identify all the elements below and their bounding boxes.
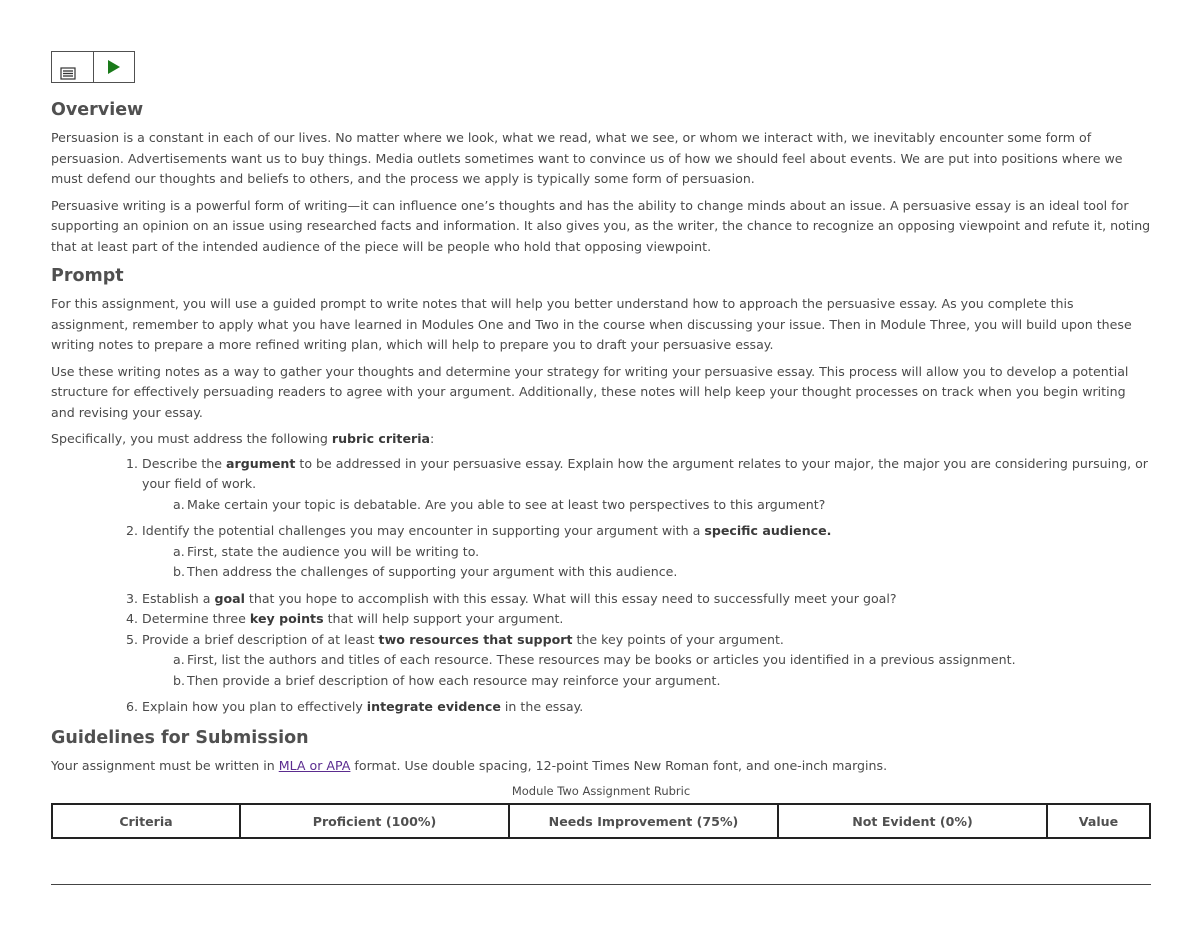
sub-letter: a. bbox=[173, 543, 185, 559]
overview-heading: Overview bbox=[51, 100, 144, 120]
menu-list-icon bbox=[57, 53, 87, 81]
item-keyword: specific audience. bbox=[704, 523, 832, 538]
prompt-heading: Prompt bbox=[51, 266, 124, 286]
sub-letter: b. bbox=[173, 672, 185, 688]
sub-letter: b. bbox=[173, 564, 185, 579]
sub-letter: a. bbox=[173, 496, 185, 512]
prompt-paragraph-2: Use these writing notes as a way to gather your thoughts and determine your strategy for writing your persuasive essay. This process will allow you to develop a potential structure for effectively persuading readers to agree with your argument. Additionally, these notes will help keep your thought processes on track when you begin writing and revising your essay. bbox=[51, 363, 1129, 420]
sub-list bbox=[142, 650, 1151, 691]
header-not-evident: Not Evident (0%) bbox=[778, 804, 1047, 838]
item-text-after: that will help support your argument. bbox=[323, 611, 564, 626]
sub-text: Then address the challenges of supporting your argument with this audience. bbox=[187, 564, 678, 579]
guidelines-text: Your assignment must be written in bbox=[51, 757, 279, 773]
item-text: Determine three bbox=[142, 611, 250, 626]
rubric-table bbox=[51, 803, 1151, 839]
sub-item bbox=[173, 650, 1151, 671]
sub-text: First, list the authors and titles of each resource. These resources may be books or articles you identified in a previous assignment. bbox=[187, 652, 1016, 667]
item-text-after: in the essay. bbox=[500, 699, 584, 714]
sub-list bbox=[142, 542, 1151, 583]
sub-letter: a. bbox=[173, 652, 185, 667]
item-keyword: two resources that support bbox=[378, 631, 573, 647]
item-text: Identify the potential challenges you may encounter in supporting your argument with a bbox=[142, 523, 705, 538]
item-number: 1. bbox=[126, 455, 139, 471]
item-number: 2. bbox=[126, 523, 139, 538]
rubric-criteria-intro bbox=[51, 429, 1151, 450]
list-item bbox=[126, 609, 1151, 630]
page-divider bbox=[51, 884, 1151, 885]
list-item bbox=[126, 589, 1151, 610]
list-item bbox=[126, 521, 1151, 583]
header-value: Value bbox=[1047, 804, 1150, 838]
sub-item bbox=[173, 542, 1151, 563]
item-text: Explain how you plan to effectively bbox=[142, 699, 367, 714]
item-keyword: integrate evidence bbox=[366, 699, 501, 714]
item-text-after: that you hope to accomplish with this essay. What will this essay need to successfully meet your goal? bbox=[244, 590, 897, 606]
table-header-row bbox=[52, 804, 1150, 838]
item-text: Provide a brief description of at least bbox=[142, 631, 379, 647]
item-text-after: the key points of your argument. bbox=[572, 631, 784, 647]
item-keyword: goal bbox=[214, 590, 245, 606]
rubric-caption: Module Two Assignment Rubric bbox=[511, 784, 691, 798]
item-keyword: key points bbox=[249, 611, 324, 626]
header-needs-improvement: Needs Improvement (75%) bbox=[509, 804, 778, 838]
list-item bbox=[126, 697, 1151, 718]
list-item bbox=[126, 454, 1151, 516]
sub-item bbox=[173, 671, 1151, 692]
sub-text: Make certain your topic is debatable. Are you able to see at least two perspectives to this argument? bbox=[187, 496, 826, 512]
item-number: 6. bbox=[126, 699, 139, 714]
header-proficient: Proficient (100%) bbox=[240, 804, 509, 838]
play-button[interactable] bbox=[93, 52, 135, 82]
criteria-list bbox=[51, 454, 1151, 718]
guidelines-heading: Guidelines for Submission bbox=[51, 727, 309, 748]
item-text: Describe the bbox=[142, 455, 227, 471]
intro-text: Specifically, you must address the following bbox=[51, 431, 332, 446]
header-criteria: Criteria bbox=[52, 804, 240, 838]
item-text-after: to be addressed in your persuasive essay. Explain how the argument relates to your major, the major you are considering pursuing, or your field of work. bbox=[142, 455, 1148, 491]
media-toolbar bbox=[51, 51, 135, 83]
menu-button[interactable] bbox=[52, 52, 93, 82]
item-number: 3. bbox=[126, 590, 139, 606]
document-page bbox=[51, 51, 1151, 839]
play-icon bbox=[107, 60, 121, 74]
item-text: Establish a bbox=[142, 590, 215, 606]
intro-colon: : bbox=[430, 431, 435, 446]
guidelines-text-after: format. Use double spacing, 12-point Times New Roman font, and one-inch margins. bbox=[350, 757, 888, 773]
item-keyword: argument bbox=[226, 455, 296, 471]
item-number: 5. bbox=[126, 631, 139, 647]
overview-paragraph-1: Persuasion is a constant in each of our lives. No matter where we look, what we read, what we see, or whom we interact with, we inevitably encounter some form of persuasion. Advertisements want us to buy things. Media outlets sometimes want to convince us of how we should feel about events. We are put into positions where we must defend our thoughts and beliefs to others, and the process we apply is typically some form of persuasion. bbox=[51, 130, 1123, 186]
sub-item bbox=[173, 495, 1151, 516]
sub-list bbox=[142, 495, 1151, 516]
mla-apa-link[interactable]: MLA or APA bbox=[278, 757, 351, 773]
sub-item bbox=[173, 562, 1151, 583]
item-number: 4. bbox=[126, 611, 139, 626]
overview-paragraph-2: Persuasive writing is a powerful form of writing—it can influence one’s thoughts and has the ability to change minds about an issue. A persuasive essay is an ideal tool for supporting an opinion on an issue using researched facts and information. It also gives you, as the writer, the chance to recognize an opposing viewpoint and refute it, noting that at least part of the intended audience of the piece will be people who hold that opposing viewpoint. bbox=[51, 197, 1151, 254]
intro-bold: rubric criteria bbox=[331, 431, 431, 446]
sub-text: Then provide a brief description of how each resource may reinforce your argument. bbox=[187, 672, 721, 688]
sub-text: First, state the audience you will be writing to. bbox=[187, 543, 480, 559]
prompt-paragraph-1: For this assignment, you will use a guided prompt to write notes that will help you better understand how to approach the persuasive essay. As you complete this assignment, remember to apply what you have learned in Modules One and Two in the course when discussing your issue. Then in Module Three, you will build upon these writing notes to prepare a more refined writing plan, which will help to prepare you to draft your persuasive essay. bbox=[51, 296, 1132, 352]
guidelines-paragraph bbox=[51, 756, 1151, 777]
list-item bbox=[126, 630, 1151, 692]
